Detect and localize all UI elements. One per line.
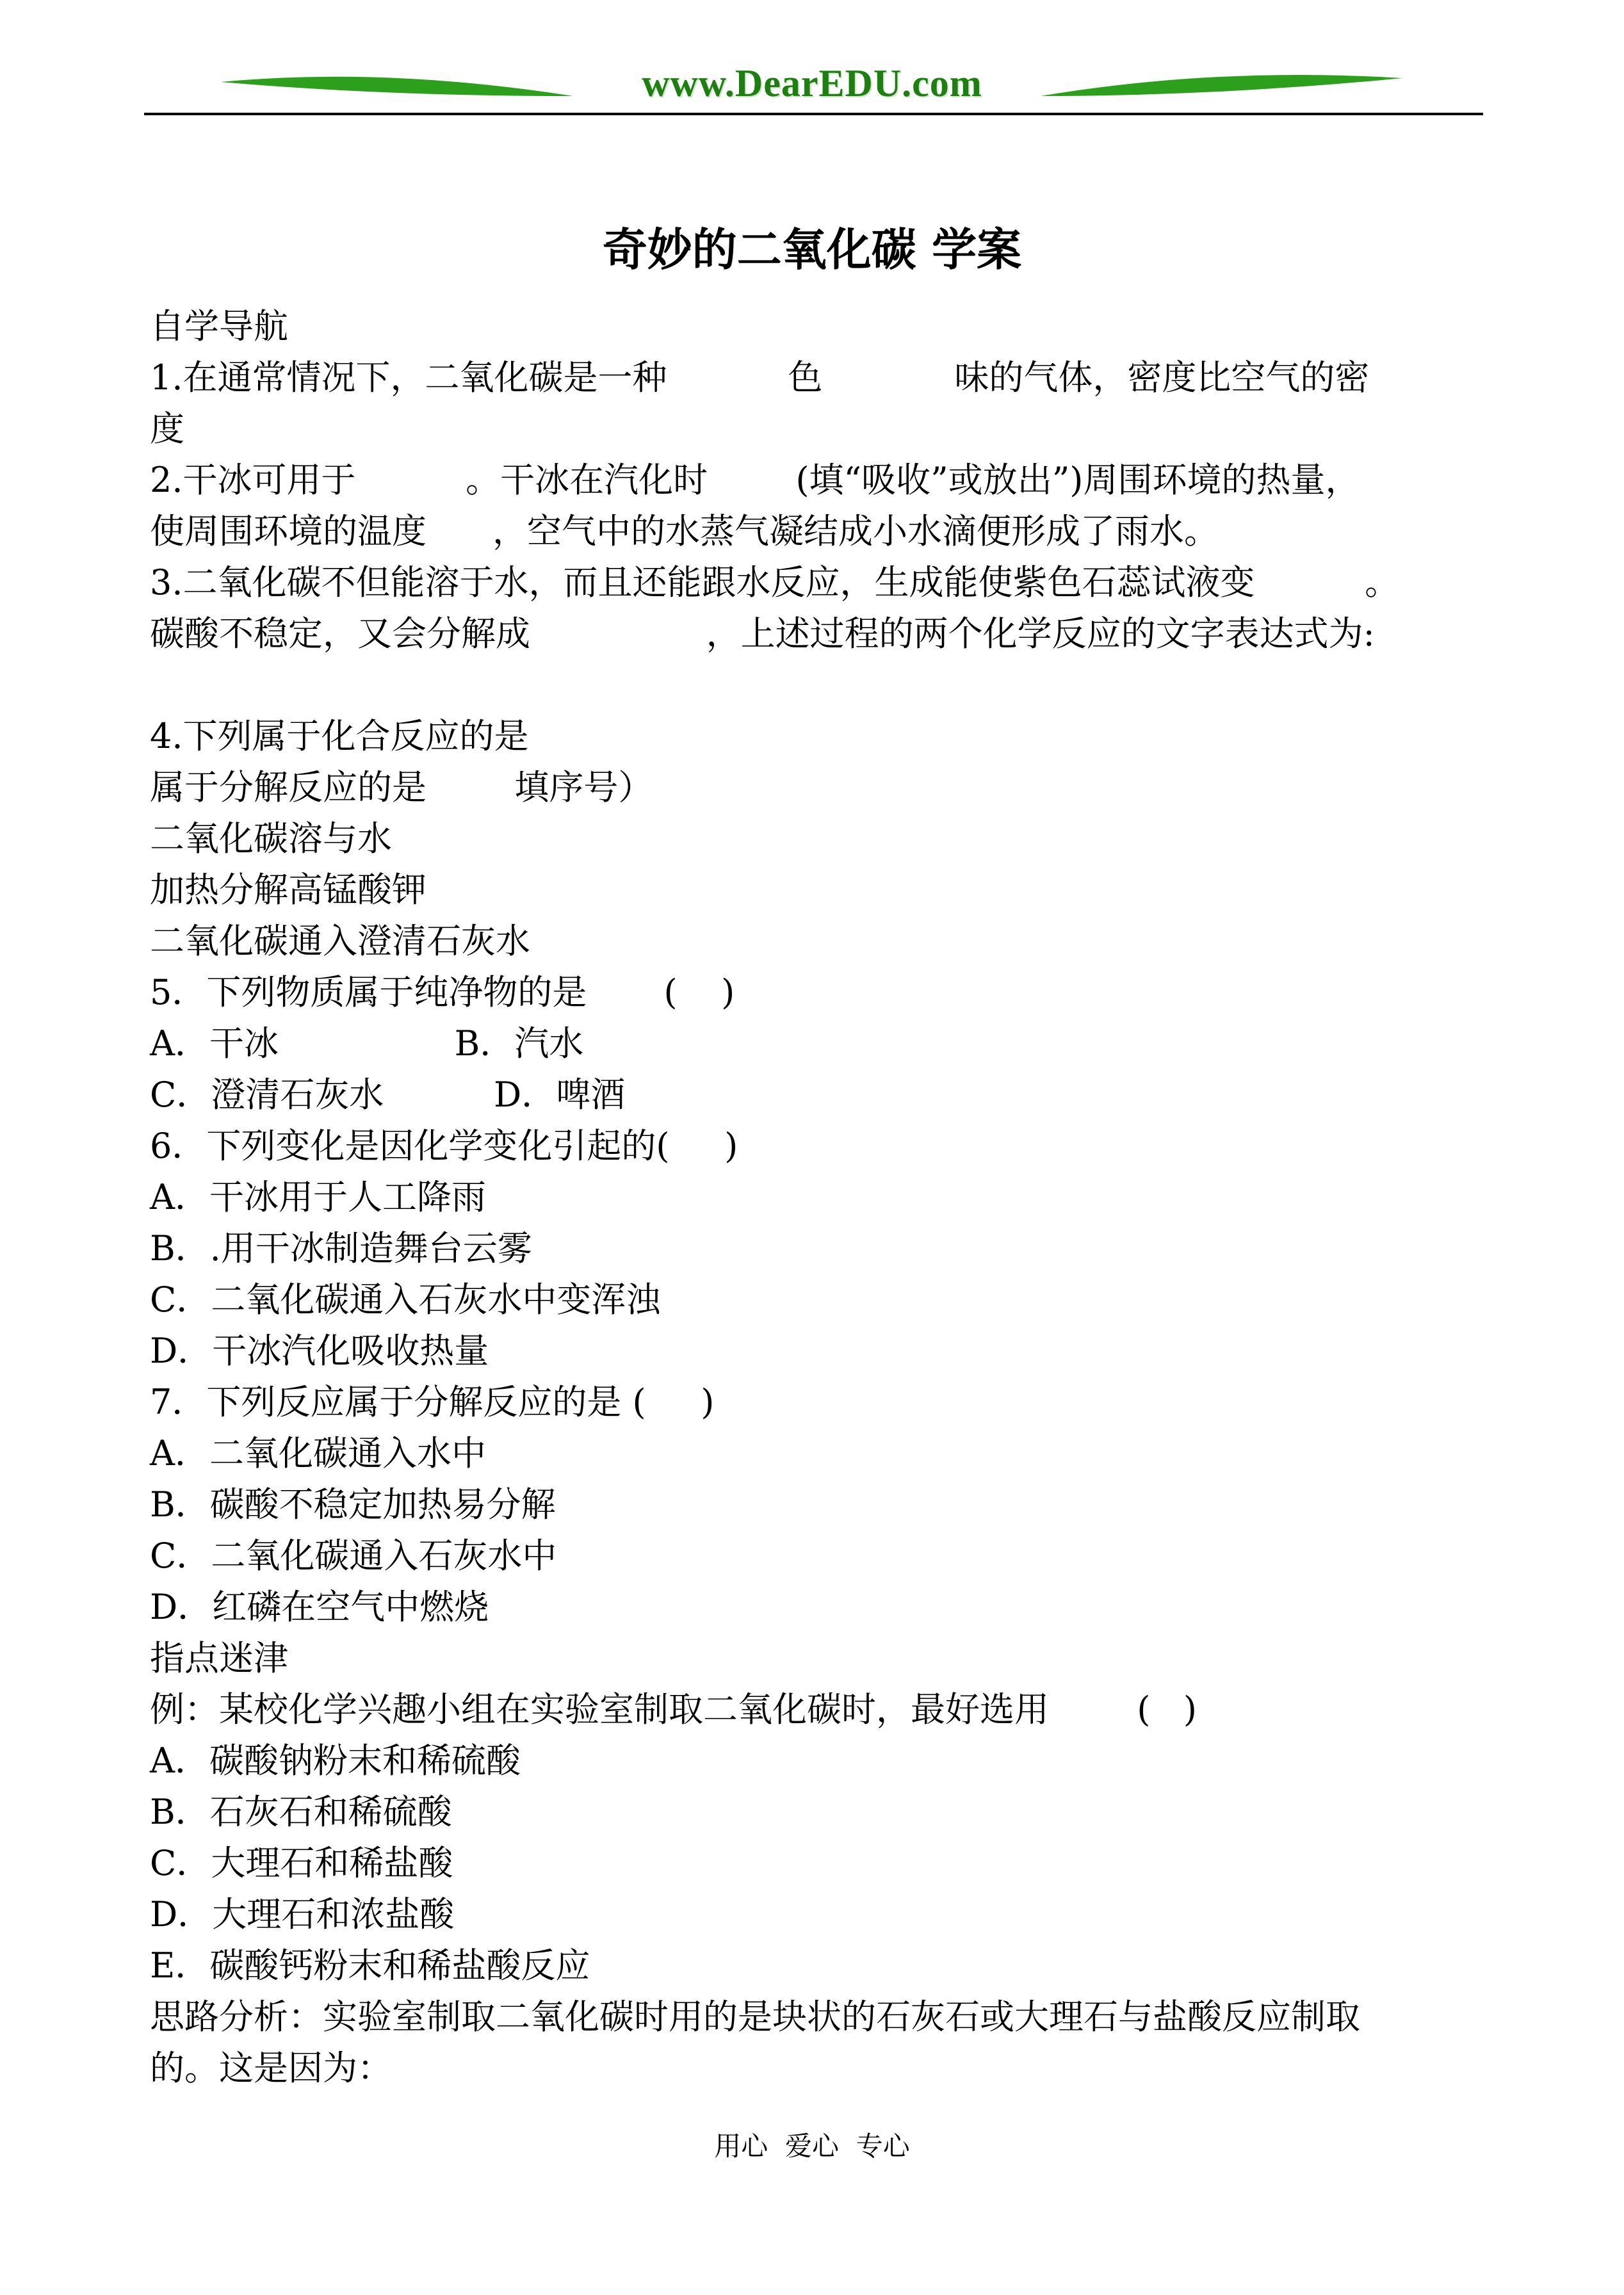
question-3-line-2: 碳酸不稳定，又会分解成 ，上述过程的两个化学反应的文字表达式为: (150, 613, 1375, 654)
question-1-line-1: 1.在通常情况下，二氧化碳是一种 色 味的气体，密度比空气的密 (150, 357, 1370, 398)
question-5-options-ab: A．干冰 B．汽水 (150, 1023, 584, 1064)
analysis-line-2: 的。这是因为： (150, 2048, 392, 2088)
question-5-options-cd: C．澄清石灰水 D．啤酒 (150, 1075, 626, 1115)
question-6-option-c: C．二氧化碳通入石灰水中变浑浊 (150, 1279, 661, 1320)
section-heading-guidance: 指点迷津 (150, 1638, 288, 1678)
question-5-stem: 5．下列物质属于纯净物的是 ( ) (150, 972, 735, 1012)
question-6-stem: 6．下列变化是因化学变化引起的( ) (150, 1126, 738, 1166)
example-stem: 例：某校化学兴趣小组在实验室制取二氧化碳时，最好选用 ( ) (150, 1689, 1197, 1730)
section-heading-self-study: 自学导航 (150, 306, 288, 346)
analysis-line-1: 思路分析：实验室制取二氧化碳时用的是块状的石灰石或大理石与盐酸反应制取 (150, 1997, 1360, 2037)
document-title: 奇妙的二氧化碳 学案 (602, 223, 1022, 276)
question-7-option-a: A．二氧化碳通入水中 (150, 1433, 486, 1473)
question-7-option-b: B．碳酸不稳定加热易分解 (150, 1484, 556, 1525)
question-7-stem: 7．下列反应属于分解反应的是 ( ) (150, 1382, 715, 1422)
page-header (0, 0, 1624, 122)
example-option-e: E．碳酸钙粉末和稀盐酸反应 (150, 1945, 590, 1986)
example-option-c: C．大理石和稀盐酸 (150, 1843, 453, 1883)
example-option-a: A．碳酸钠粉末和稀硫酸 (150, 1740, 521, 1781)
example-option-d: D．大理石和浓盐酸 (150, 1894, 455, 1934)
question-6-option-a: A．干冰用于人工降雨 (150, 1177, 486, 1217)
question-4-item-2: 加热分解高锰酸钾 (150, 870, 426, 910)
site-logo: www.DearEDU.com (642, 62, 982, 104)
question-6-option-d: D．干冰汽化吸收热量 (150, 1331, 489, 1371)
question-4-line-1: 4.下列属于化合反应的是 (150, 716, 529, 756)
question-2-line-1: 2.干冰可用于 。干冰在汽化时 (填“吸收”或放出”)周围环境的热量， (150, 460, 1360, 500)
question-3-line-1: 3.二氧化碳不但能溶于水，而且还能跟水反应，生成能使紫色石蕊试液变 。 (150, 562, 1400, 603)
question-4-item-3: 二氧化碳通入澄清石灰水 (150, 921, 530, 961)
question-4-line-2: 属于分解反应的是 填序号） (150, 767, 653, 807)
question-1-line-2: 度 (150, 409, 184, 449)
example-option-b: B．石灰石和稀硫酸 (150, 1792, 452, 1832)
question-7-option-c: C．二氧化碳通入石灰水中 (150, 1536, 557, 1576)
question-4-item-1: 二氧化碳溶与水 (150, 818, 392, 859)
question-2-line-2: 使周围环境的温度 ，空气中的水蒸气凝结成小水滴便形成了雨水。 (150, 511, 1219, 551)
question-7-option-d: D．红磷在空气中燃烧 (150, 1587, 489, 1627)
question-6-option-b: B．.用干冰制造舞台云雾 (150, 1228, 532, 1269)
page-footer: 用心 爱心 专心 (714, 2130, 910, 2162)
